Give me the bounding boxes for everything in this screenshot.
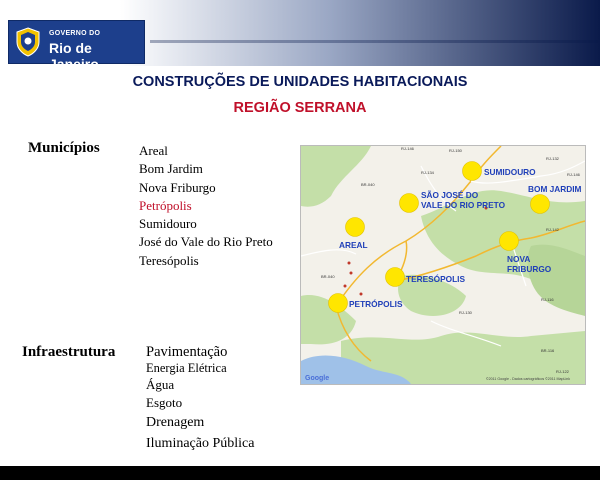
map-label: NOVA bbox=[507, 254, 531, 264]
svg-text:RJ-134: RJ-134 bbox=[421, 170, 434, 175]
svg-text:RJ-142: RJ-142 bbox=[546, 227, 559, 232]
logo-line-1: GOVERNO DO bbox=[49, 30, 101, 37]
municipio-item-highlighted: Petrópolis bbox=[139, 197, 192, 213]
svg-text:RJ-146: RJ-146 bbox=[567, 172, 580, 177]
infra-item: Água bbox=[146, 377, 175, 392]
infra-item: Energia Elétrica bbox=[146, 361, 227, 375]
svg-text:RJ-130: RJ-130 bbox=[459, 310, 472, 315]
infra-item: Esgoto bbox=[146, 395, 183, 410]
svg-text:RJ-132: RJ-132 bbox=[546, 156, 559, 161]
map-label: AREAL bbox=[339, 240, 368, 250]
map-label: VALE DO RIO PRETO bbox=[421, 200, 506, 210]
municipios-heading: Municípios bbox=[28, 140, 100, 156]
svg-text:BR-040: BR-040 bbox=[361, 182, 375, 187]
municipio-item: Areal bbox=[139, 143, 168, 158]
slide-subtitle: REGIÃO SERRANA bbox=[233, 100, 367, 116]
map-label: SUMIDOURO bbox=[484, 167, 536, 177]
svg-text:RJ-146: RJ-146 bbox=[401, 146, 414, 151]
infra-item: Iluminação Pública bbox=[146, 436, 255, 451]
municipio-item: Teresópolis bbox=[139, 252, 199, 268]
map-label: SÃO JOSÉ DO bbox=[421, 190, 479, 200]
map-copyright: ©2011 Google - Dados cartográficos ©2011 MapLink bbox=[486, 377, 571, 381]
infra-item: Drenagem bbox=[146, 415, 205, 430]
municipios-list bbox=[139, 142, 273, 270]
infraestrutura-heading: Infraestrutura bbox=[22, 344, 116, 360]
regional-map bbox=[300, 145, 586, 385]
infra-item: Pavimentação bbox=[146, 344, 228, 360]
infraestrutura-list bbox=[146, 343, 254, 454]
map-label: TERESÓPOLIS bbox=[406, 274, 466, 284]
map-label: PETRÓPOLIS bbox=[349, 299, 403, 309]
logo-line-2: Rio de Janeiro bbox=[49, 40, 99, 72]
coat-of-arms-icon bbox=[15, 27, 41, 57]
map-provider-logo: Google bbox=[305, 375, 330, 382]
municipio-item: José do Vale do Rio Preto bbox=[139, 234, 273, 250]
svg-text:RJ-122: RJ-122 bbox=[556, 369, 569, 374]
svg-text:BR-040: BR-040 bbox=[321, 274, 335, 279]
municipio-item: Nova Friburgo bbox=[139, 179, 216, 195]
svg-text:RJ-150: RJ-150 bbox=[449, 148, 462, 153]
map-label: FRIBURGO bbox=[507, 264, 552, 274]
slide-title: CONSTRUÇÕES DE UNIDADES HABITACIONAIS bbox=[132, 74, 468, 90]
svg-text:RJ-116: RJ-116 bbox=[541, 297, 554, 302]
map-label: BOM JARDIM bbox=[528, 184, 582, 194]
municipio-item: Bom Jardim bbox=[139, 161, 203, 177]
municipio-item: Sumidouro bbox=[139, 216, 197, 232]
svg-text:BR-116: BR-116 bbox=[541, 348, 555, 353]
government-logo bbox=[8, 20, 145, 72]
